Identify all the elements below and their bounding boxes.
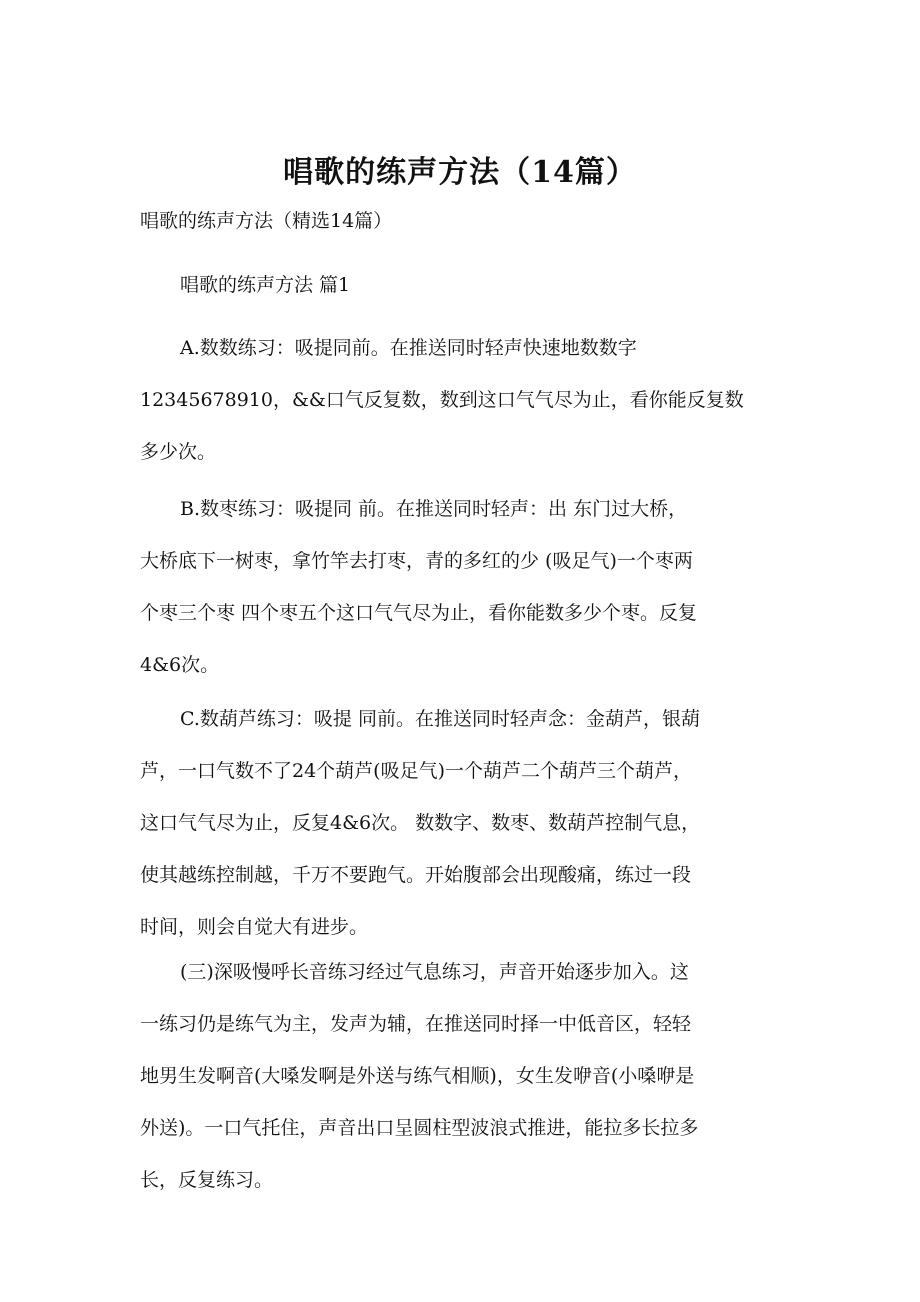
document-title: 唱歌的练声方法（14篇） <box>283 155 637 190</box>
paragraph-line: 大桥底下一树枣，拿竹竿去打枣，青的多红的少 (吸足气)一个枣两 <box>140 550 693 572</box>
section-heading: 唱歌的练声方法 篇1 <box>180 274 351 296</box>
paragraph-line: A.数数练习：吸提同前。在推送同时轻声快速地数数字 <box>180 337 637 359</box>
paragraph-line: 这口气气尽为止，反复4&6次。 数数字、数枣、数葫芦控制气息， <box>140 812 701 834</box>
paragraph-line: C.数葫芦练习：吸提 同前。在推送同时轻声念：金葫芦，银葫 <box>180 708 700 730</box>
paragraph-line: 时间，则会自觉大有进步。 <box>140 916 369 938</box>
paragraph-line: 长，反复练习。 <box>140 1169 274 1191</box>
paragraph-b <box>140 483 800 691</box>
paragraph-c <box>140 693 800 953</box>
paragraph-line: 个枣三个枣 四个枣五个这口气气尽为止，看你能数多少个枣。反复 <box>140 602 698 624</box>
document-subtitle: 唱歌的练声方法（精选14篇） <box>140 210 393 232</box>
paragraph-three <box>140 946 800 1206</box>
paragraph-line: (三)深吸慢呼长音练习经过气息练习，声音开始逐步加入。这 <box>180 961 689 983</box>
paragraph-line: 4&6次。 <box>140 654 220 676</box>
paragraph-line: B.数枣练习：吸提同 前。在推送同时轻声：出 东门过大桥， <box>180 498 688 520</box>
paragraph-line: 芦，一口气数不了24个葫芦(吸足气)一个葫芦二个葫芦三个葫芦， <box>140 760 693 782</box>
paragraph-line: 使其越练控制越，千万不要跑气。开始腹部会出现酸痛，练过一段 <box>140 864 692 886</box>
paragraph-line: 地男生发啊音(大嗓发啊是外送与练气相顺)，女生发咿音(小嗓咿是 <box>140 1065 695 1087</box>
paragraph-line: 一练习仍是练气为主，发声为辅，在推送同时择一中低音区，轻轻 <box>140 1013 692 1035</box>
paragraph-line: 外送)。一口气托住，声音出口呈圆柱型波浪式推进，能拉多长拉多 <box>140 1117 699 1139</box>
paragraph-line: 多少次。 <box>140 441 217 463</box>
section-heading-block <box>140 259 800 311</box>
paragraph-a <box>140 322 800 478</box>
paragraph-line: 12345678910，&&口气反复数，数到这口气气尽为止，看你能反复数 <box>140 389 744 411</box>
